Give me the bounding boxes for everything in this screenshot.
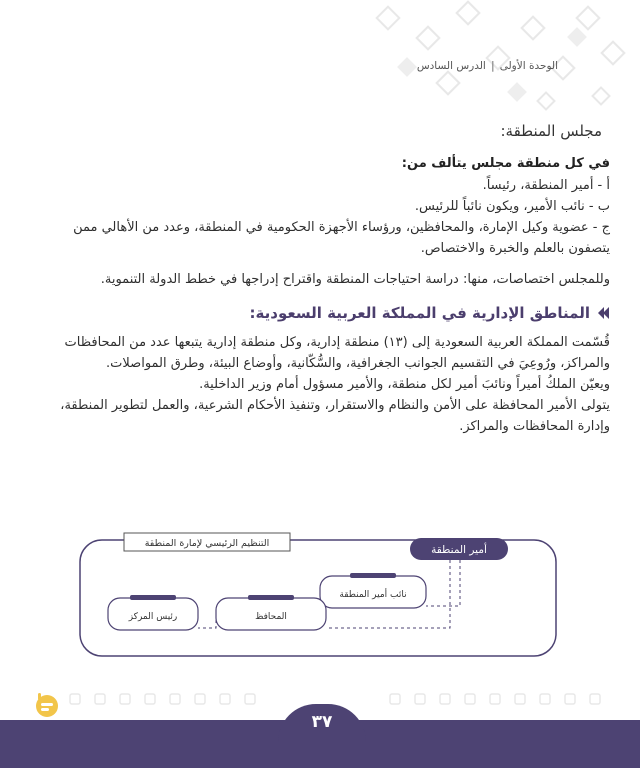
council-item-b: ب - نائب الأمير، ويكون نائباً للرئيس. [414, 199, 610, 214]
regions-paragraph-3: يتولى الأمير المحافظة على الأمن والنظام والاستقرار، وتنفيذ الأحكام الشرعية، والعمل لتطوير المنطقة، وإدارة المحافظات والمراكز. [60, 398, 610, 434]
council-intro: في كل منطقة مجلس يتألف من: [401, 156, 610, 171]
diagram-title: التنظيم الرئيسي لإمارة المنطقة [144, 538, 270, 549]
connector-governor-center [198, 614, 216, 628]
center-head-node-tab [130, 595, 176, 600]
deputy-node-tab [350, 573, 396, 578]
council-item-c: ج - عضوية وكيل الإمارة، والمحافظين، ورؤساء الأجهزة الحكومية في المنطقة، وعدد من الأهالي ممن يتصفون بالعلم والخبرة والاختصاص. [73, 220, 610, 256]
governor-label: المحافظ [255, 612, 287, 622]
deputy-label: نائب أمير المنطقة [339, 590, 407, 600]
section-heading-council: مجلس المنطقة: [500, 122, 602, 140]
org-diagram [76, 532, 564, 660]
page-number: ٣٧ [311, 712, 333, 732]
council-paragraph: وللمجلس اختصاصات، منها: دراسة احتياجات المنطقة واقتراح إدراجها في خطط الدولة التنموية. [100, 272, 610, 287]
regions-paragraph-1: قُسّمت المملكة العربية السعودية إلى (١٣) منطقة إدارية، وكل منطقة إدارية يتبعها عدد من المحافظات والمراكز، ورُوعِيَ في التقسيم الجوانب الجغرافية، والسُّكّانية، وأوضاع البيئة، وطرق المواصلات. [64, 335, 610, 371]
governor-node-tab [248, 595, 294, 600]
unit-label: الوحدة الأولى [499, 60, 558, 72]
regions-title: المناطق الإدارية في المملكة العربية السعودية: [249, 304, 590, 322]
double-chevron-icon [596, 306, 610, 320]
emir-label: أمير المنطقة [431, 544, 487, 556]
connector-emir-deputy [426, 560, 460, 606]
lesson-label: الدرس السادس [416, 60, 486, 72]
header-separator: | [490, 60, 495, 72]
publisher-logo-icon [34, 692, 60, 718]
council-item-a: أ - أمير المنطقة، رئيساً. [482, 178, 610, 193]
section-heading-regions [30, 304, 610, 322]
center-head-label: رئيس المركز [128, 612, 178, 622]
regions-paragraph-2: ويعيّن الملكُ أميراً ونائبَ أمير لكل منطقة، والأمير مسؤول أمام وزير الداخلية. [199, 377, 610, 392]
main-content [30, 122, 610, 437]
page-header [417, 60, 558, 72]
